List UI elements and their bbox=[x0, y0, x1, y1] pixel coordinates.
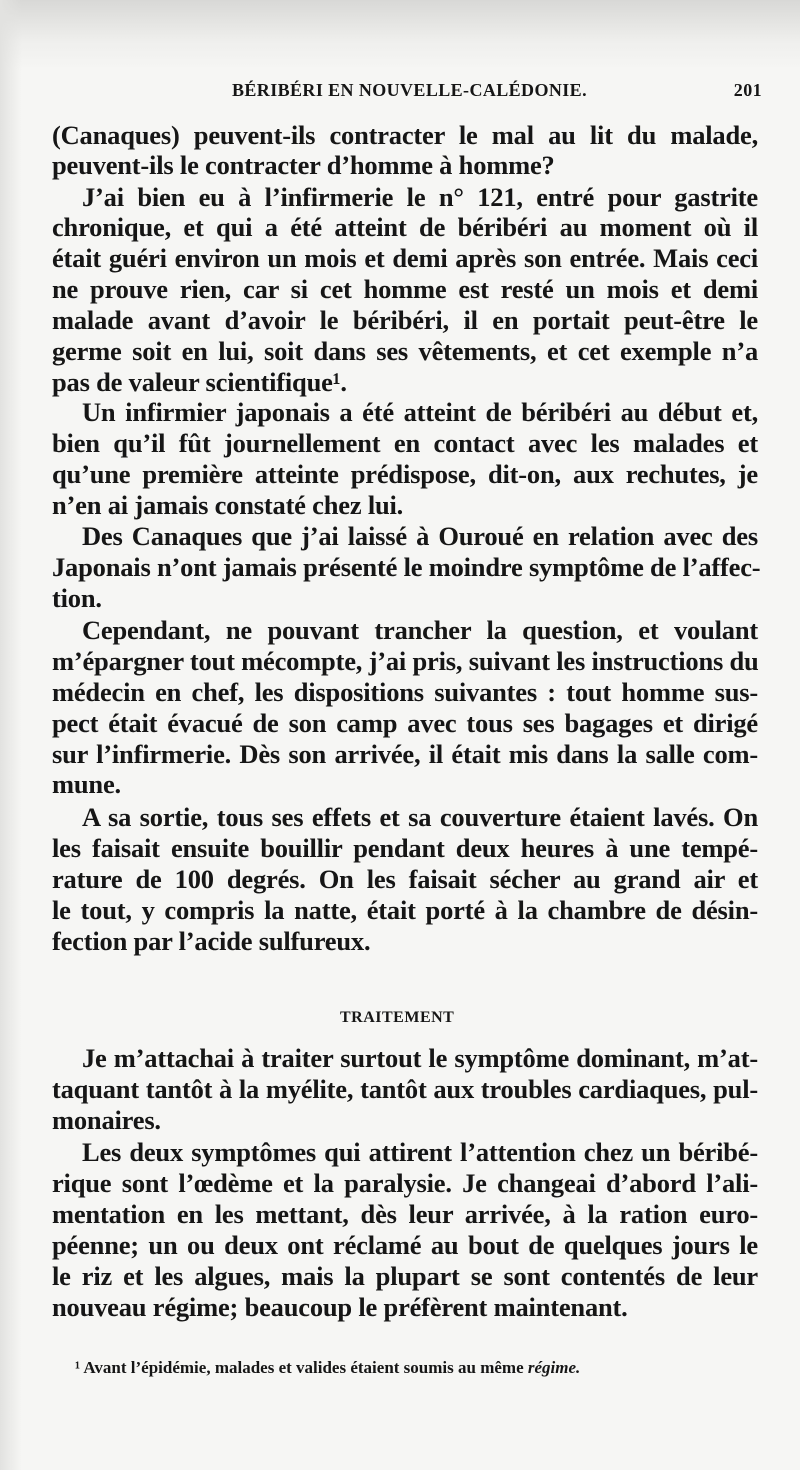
running-title: BÉRIBÉRI EN NOUVELLE-CALÉDONIE. bbox=[232, 80, 587, 100]
text-line: Japonais n’ont jamais présenté le moindre symptôme de l’affec- bbox=[52, 552, 761, 582]
text-line: mune. bbox=[52, 769, 121, 799]
text-line: Je m’attachai à traiter surtout le symptôme dominant, m’at- bbox=[82, 1043, 758, 1073]
text-line: le riz et les algues, mais la plupart se sont contentés de leur bbox=[52, 1261, 758, 1291]
text-line: mentation en les mettant, dès leur arrivée, à la ration euro- bbox=[52, 1199, 758, 1229]
footnote-emphasis: régime. bbox=[527, 1358, 581, 1377]
text-line: Les deux symptômes qui attirent l’attention chez un béribé- bbox=[82, 1137, 758, 1167]
text-line: Cependant, ne pouvant trancher la question, et voulant bbox=[82, 615, 758, 645]
text-line: qu’une première atteinte prédispose, dit-on, aux rechutes, je bbox=[52, 459, 758, 489]
text-line: médecin en chef, les dispositions suivantes : tout homme sus- bbox=[52, 677, 758, 707]
footnote bbox=[75, 1358, 580, 1378]
running-header bbox=[232, 80, 762, 110]
text-line: peuvent-ils le contracter d’homme à homme? bbox=[52, 150, 555, 180]
text-line: rique sont l’œdème et la paralysie. Je changeai d’abord l’ali- bbox=[52, 1168, 758, 1198]
text-line: A sa sortie, tous ses effets et sa couverture étaient lavés. On bbox=[82, 802, 758, 832]
text-line: germe soit en lui, soit dans ses vêtements, et cet exemple n’a bbox=[52, 336, 758, 366]
text-line: Des Canaques que j’ai laissé à Ouroué en relation avec des bbox=[82, 521, 758, 551]
text-line: tion. bbox=[52, 583, 102, 613]
text-line: rature de 100 degrés. On les faisait sécher au grand air et bbox=[52, 864, 758, 894]
text-line: ne prouve rien, car si cet homme est resté un mois et demi bbox=[52, 274, 758, 304]
footnote-text: ¹ Avant l’épidémie, malades et valides étaient soumis au même bbox=[75, 1358, 528, 1377]
text-line: monaires. bbox=[52, 1105, 161, 1135]
section-heading: TRAITEMENT bbox=[340, 1009, 455, 1026]
text-line: n’en ai jamais constaté chez lui. bbox=[52, 490, 404, 520]
text-line: Un infirmier japonais a été atteint de béribéri au début et, bbox=[82, 397, 758, 427]
text-line: J’ai bien eu à l’infirmerie le n° 121, entré pour gastrite bbox=[82, 182, 758, 212]
text-line: fection par l’acide sulfureux. bbox=[52, 926, 371, 956]
text-line: bien qu’il fût journellement en contact avec les malades et bbox=[52, 428, 758, 458]
page-top-shadow bbox=[0, 0, 800, 70]
text-line: péenne; un ou deux ont réclamé au bout de quelques jours le bbox=[52, 1230, 758, 1260]
text-line: m’épargner tout mécompte, j’ai pris, suivant les instructions du bbox=[52, 646, 759, 676]
text-line: nouveau régime; beaucoup le préfèrent maintenant. bbox=[52, 1292, 628, 1322]
page-number: 201 bbox=[733, 80, 762, 100]
text-line: les faisait ensuite bouillir pendant deux heures à une tempé- bbox=[52, 833, 758, 863]
text-line: malade avant d’avoir le béribéri, il en portait peut-être le bbox=[52, 305, 758, 335]
text-line: sur l’infirmerie. Dès son arrivée, il était mis dans la salle com- bbox=[52, 739, 758, 769]
text-line: le tout, y compris la natte, était porté à la chambre de désin- bbox=[52, 895, 758, 925]
text-line: (Canaques) peuvent-ils contracter le mal au lit du malade, bbox=[52, 120, 758, 150]
text-line: taquant tantôt à la myélite, tantôt aux troubles cardiaques, pul- bbox=[52, 1074, 758, 1104]
page-left-shadow bbox=[0, 0, 22, 1470]
text-line: chronique, et qui a été atteint de béribéri au moment où il bbox=[52, 212, 758, 242]
text-line: était guéri environ un mois et demi après son entrée. Mais ceci bbox=[52, 243, 758, 273]
text-line: pect était évacué de son camp avec tous ses bagages et dirigé bbox=[52, 708, 758, 738]
text-line: pas de valeur scientifique¹. bbox=[52, 367, 347, 397]
